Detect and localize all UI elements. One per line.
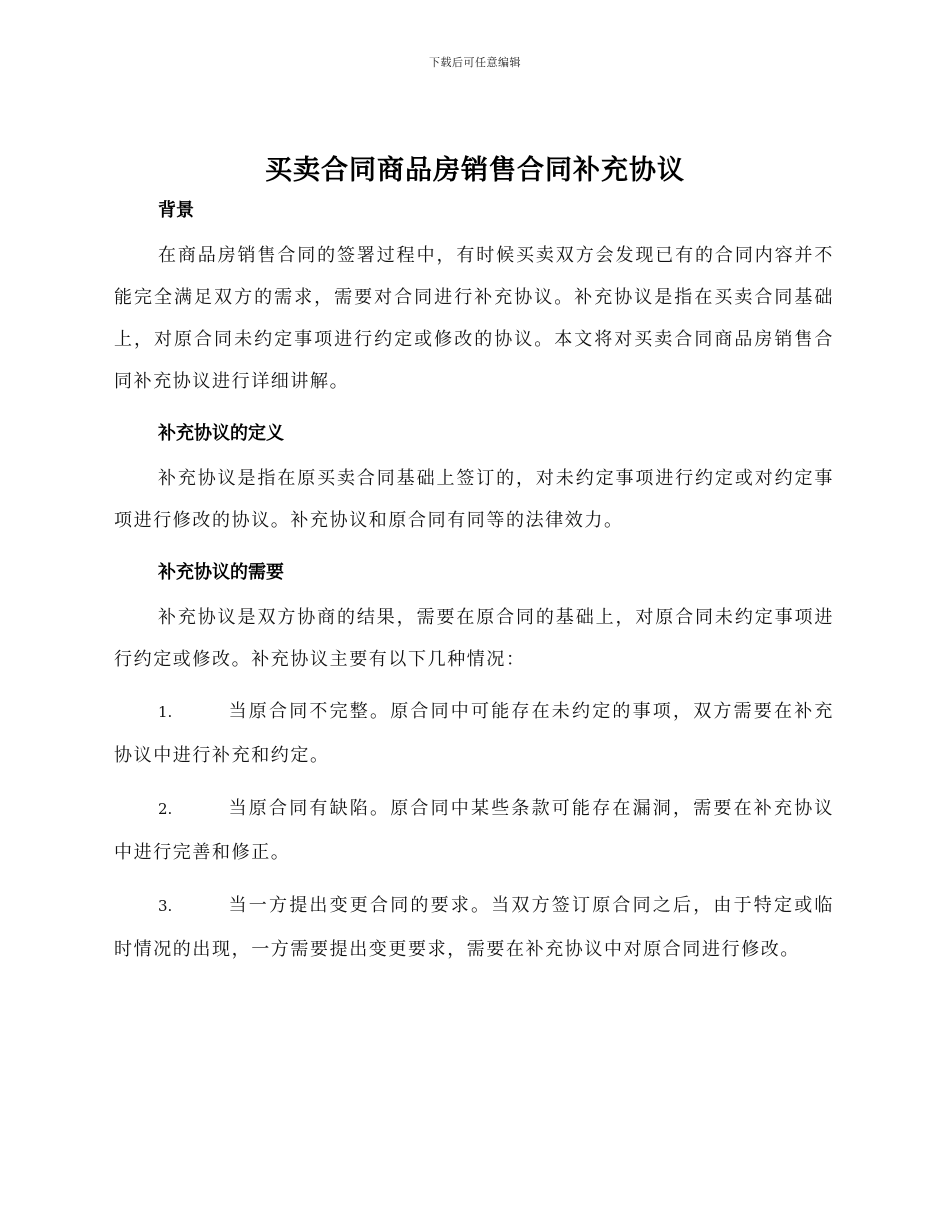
header-note: 下载后可任意编辑 [429,56,521,69]
section-heading-definition: 补充协议的定义 [158,423,284,444]
section-heading-background: 背景 [158,200,194,221]
list-item-text: 当原合同不完整。原合同中可能存在未约定的事项，双方需要在补充协议中进行补充和约定。 [114,701,834,766]
list-item-number: 1. [158,703,173,721]
list-item-number: 2. [158,800,173,818]
page-title: 买卖合同商品房销售合同补充协议 [265,155,685,186]
definition-paragraph: 补充协议是指在原买卖合同基础上签订的，对未约定事项进行约定或对约定事项进行修改的协议。补充协议和原合同有同等的法律效力。 [114,468,834,531]
list-item [114,787,834,875]
list-item-text: 当一方提出变更合同的要求。当双方签订原合同之后，由于特定或临时情况的出现，一方需要提出变更要求，需要在补充协议中对原合同进行修改。 [114,895,834,960]
list-item-number: 3. [158,897,173,915]
section-heading-needs: 补充协议的需要 [158,562,284,583]
list-item [114,690,834,778]
needs-paragraph: 补充协议是双方协商的结果，需要在原合同的基础上，对原合同未约定事项进行约定或修改。补充协议主要有以下几种情况： [114,607,834,670]
list-item [114,884,834,972]
background-paragraph: 在商品房销售合同的签署过程中，有时候买卖双方会发现已有的合同内容并不能完全满足双方的需求，需要对合同进行补充协议。补充协议是指在买卖合同基础上，对原合同未约定事项进行约定或修改的协议。本文将对买卖合同商品房销售合同补充协议进行详细讲解。 [114,245,834,392]
list-item-text: 当原合同有缺陷。原合同中某些条款可能存在漏洞，需要在补充协议中进行完善和修正。 [114,798,834,863]
document-body [114,196,834,972]
